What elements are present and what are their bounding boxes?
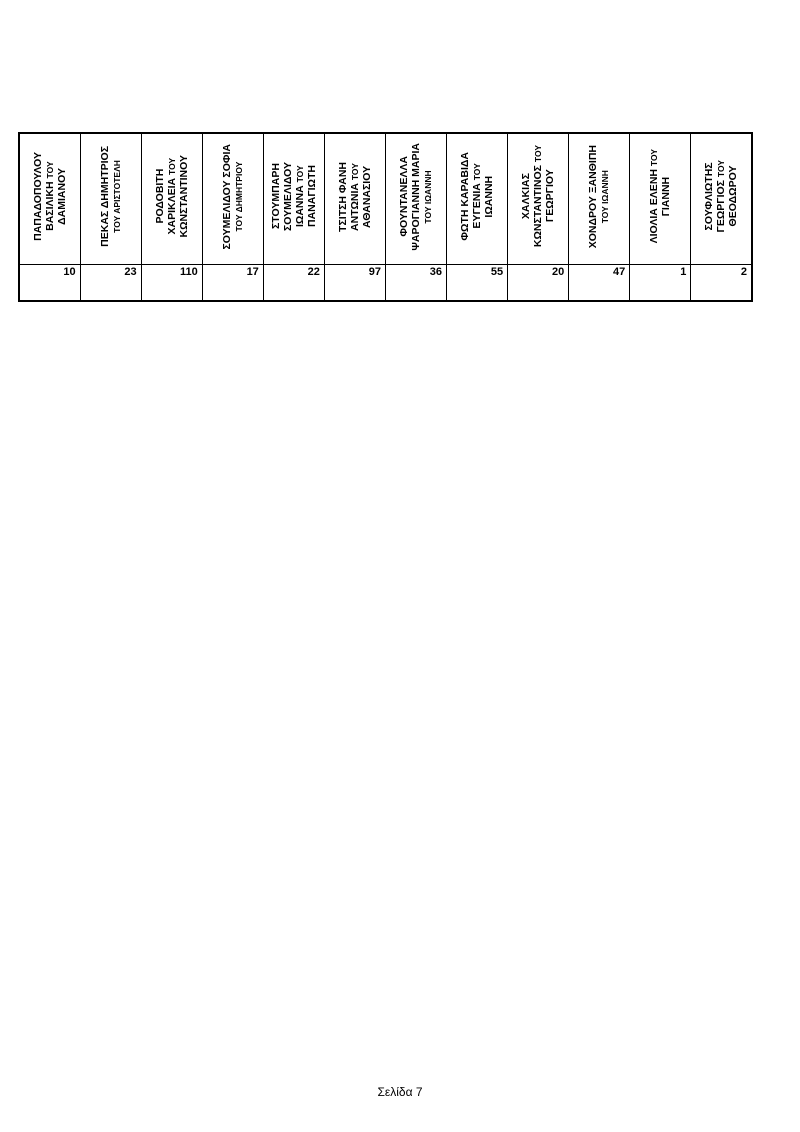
candidate-name-line: ΓΙΑΝΝΗ: [660, 176, 673, 217]
votes-cell: 17: [202, 265, 263, 302]
votes-cell: 2: [691, 265, 752, 302]
votes-cell: 36: [385, 265, 446, 302]
page-number: Σελίδα 7: [377, 1085, 423, 1099]
candidate-father-label: ΤΟΥ: [349, 162, 360, 180]
candidate-name-line: ΒΑΣΙΛΙΚΗ: [43, 181, 56, 232]
candidate-name-line: ΚΩΝΣΤΑΝΤΙΝΟΣ: [532, 165, 545, 248]
candidate-name-line: ΓΕΩΡΓΙΟΣ: [715, 180, 728, 233]
votes-cell: 97: [324, 265, 385, 302]
candidate-father-label: ΤΟΥ ΔΗΜΗΤΡΙΟΥ: [233, 161, 244, 232]
candidate-header-cell: [324, 133, 385, 265]
candidate-header-cell: [630, 133, 691, 265]
candidate-name-line: ΦΟΥΝΤΑΝΕΛΛΑ: [398, 156, 410, 237]
candidate-name-line: ΣΟΥΦΛΙΩΤΗΣ: [703, 162, 716, 231]
candidate-names-row: [19, 133, 752, 265]
candidate-name-line: ΛΙΟΛΙΑ ΕΛΕΝΗ: [648, 169, 661, 244]
candidate-father-label: ΤΟΥ: [649, 149, 660, 167]
candidate-name: [459, 152, 495, 241]
candidate-name: [520, 145, 556, 247]
candidate-name: [587, 145, 611, 248]
votes-cell: 22: [263, 265, 324, 302]
candidate-name-line: ΣΟΥΜΕΛΙΔΟΥ: [281, 162, 294, 231]
votes-cell: 1: [630, 265, 691, 302]
candidate-name-line: ΤΣΙΤΣΗ ΦΑΝΗ: [336, 161, 349, 232]
candidate-header-cell: [141, 133, 202, 265]
candidate-name-line: ΠΑΠΑΔΟΠΟΥΛΟΥ: [31, 152, 44, 241]
candidate-name-line: ΘΕΟΔΩΡΟΥ: [727, 166, 740, 227]
candidate-name: [337, 162, 373, 232]
candidate-header-cell: [202, 133, 263, 265]
candidate-father-label: ΤΟΥ: [533, 145, 544, 163]
candidate-header-cell: [691, 133, 752, 265]
candidate-header-cell: [508, 133, 569, 265]
candidate-name-line: ΠΕΚΑΣ ΔΗΜΗΤΡΙΟΣ: [98, 146, 111, 247]
candidate-name: [703, 160, 739, 232]
candidate-header-cell: [385, 133, 446, 265]
candidate-name-line: ΠΑΝΑΓΙΩΤΗ: [305, 165, 318, 228]
candidate-name-line: ΑΘΑΝΑΣΙΟΥ: [360, 165, 373, 228]
candidate-header-cell: [80, 133, 141, 265]
candidate-name: [270, 162, 318, 231]
candidate-father-label: ΤΟΥ: [44, 161, 55, 179]
candidate-name-line: ΣΤΟΥΜΠΑΡΗ: [269, 163, 282, 230]
candidate-father-label: ΤΟΥ: [166, 158, 177, 176]
votes-cell: 20: [508, 265, 569, 302]
candidate-name-line: ΨΑΡΟΓΙΑΝΝΗ ΜΑΡΙΑ: [410, 142, 422, 251]
candidate-father-label: ΤΟΥ: [472, 163, 483, 181]
candidate-name-line: ΚΩΝΣΤΑΝΤΙΝΟΥ: [177, 155, 190, 238]
candidate-name-line: ΙΩΑΝΝΗ: [483, 175, 496, 218]
candidate-name-line: ΙΩΑΝΝΑ: [293, 185, 306, 228]
candidate-name-line: ΧΑΛΚΙΑΣ: [520, 173, 533, 220]
results-table: [18, 132, 753, 302]
candidate-name-line: ΔΑΜΙΑΝΟΥ: [55, 168, 68, 225]
candidate-name: [648, 149, 672, 243]
candidate-header-cell: [19, 133, 80, 265]
candidate-name: [398, 143, 434, 251]
votes-cell: 23: [80, 265, 141, 302]
candidate-header-cell: [569, 133, 630, 265]
candidate-header-cell: [447, 133, 508, 265]
candidate-name-line: ΦΩΤΗ ΚΑΡΑΒΙΔΑ: [459, 152, 472, 241]
candidate-name: [154, 155, 190, 237]
candidate-name-line: ΕΥΓΕΝΙΑ: [471, 183, 484, 230]
votes-cell: 10: [19, 265, 80, 302]
candidate-father-label: ΤΟΥ ΙΩΑΝΝΗ: [423, 169, 433, 224]
candidate-name-line: ΣΟΥΜΕΛΙΔΟΥ ΣΟΦΙΑ: [220, 143, 233, 250]
candidate-name-line: ΓΕΩΡΓΙΟΥ: [544, 170, 557, 223]
candidate-name-line: ΡΟΔΟΒΙΤΗ: [153, 169, 166, 224]
candidate-name-line: ΧΑΡΙΚΛΕΙΑ: [165, 178, 178, 235]
candidate-name: [32, 152, 68, 241]
candidate-father-label: ΤΟΥ ΑΡΙΣΤΟΤΕΛΗ: [111, 160, 122, 233]
candidate-father-label: ΤΟΥ: [294, 165, 305, 183]
candidate-father-label: ΤΟΥ: [716, 160, 727, 178]
candidate-name-line: ΑΝΤΩΝΙΑ: [348, 182, 361, 231]
candidate-name: [221, 144, 245, 250]
candidate-name: [99, 146, 123, 247]
votes-row: [19, 265, 752, 302]
votes-cell: 110: [141, 265, 202, 302]
candidate-header-cell: [263, 133, 324, 265]
candidate-father-label: ΤΟΥ ΙΩΑΝΝΗ: [600, 169, 611, 224]
votes-cell: 55: [447, 265, 508, 302]
votes-cell: 47: [569, 265, 630, 302]
candidate-name-line: ΧΟΝΔΡΟΥ ΞΑΝΘΙΠΗ: [587, 144, 600, 249]
